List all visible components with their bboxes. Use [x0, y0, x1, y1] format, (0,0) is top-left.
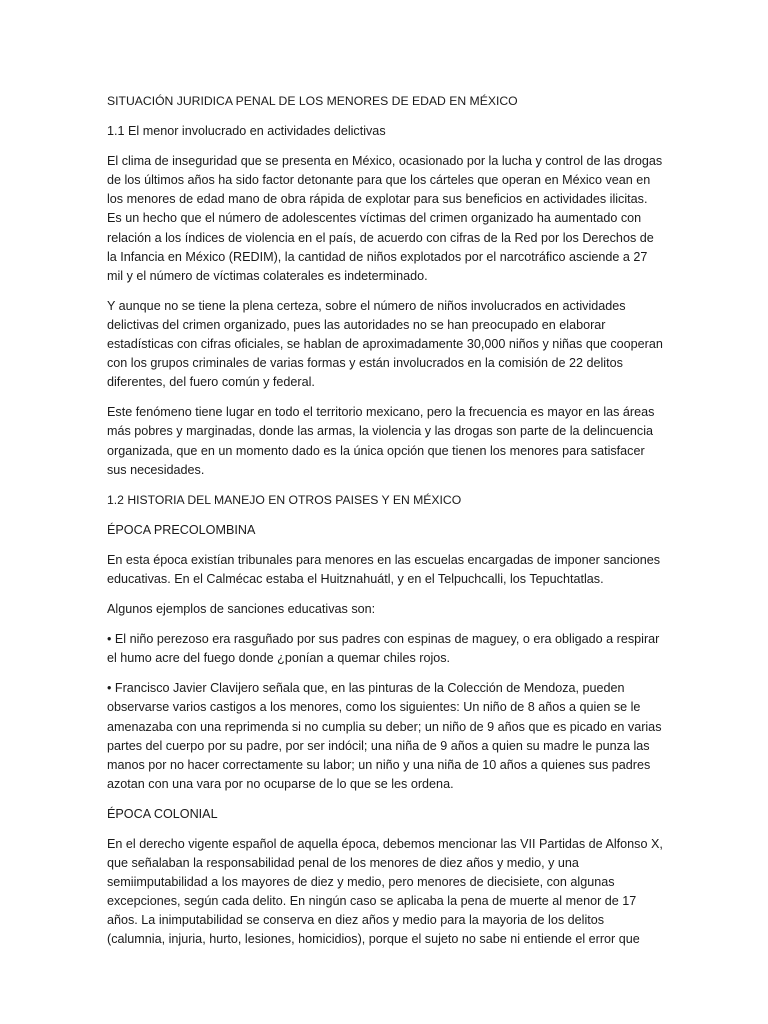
- document-body: [107, 92, 663, 961]
- section-heading-1-2: 1.2 HISTORIA DEL MANEJO EN OTROS PAISES Y EN MÉXICO: [107, 492, 462, 507]
- bullet-item: • Francisco Javier Clavijero señala que, en las pinturas de la Colección de Mendoza, pueden observarse varios castigos a los menores, como los siguientes: Un niño de 8 años a quien se le amenazaba con una reprimenda si no cumplia su deber; un niño de 9 años que es picado en varias partes del cuerpo por su padre, por ser indócil; una niña de 9 años a quien su madre le punza las manos por no hacer correctamente su labor; un niño y una niña de 10 años a quienes sus padres azotan con una vara por no ocuparse de lo que se les ordena.: [107, 681, 662, 791]
- paragraph: Y aunque no se tiene la plena certeza, sobre el número de niños involucrados en actividades delictivas del crimen organizado, pues las autoridades no se han preocupado en elaborar estadísticas con cifras oficiales, se hablan de aproximadamente 30,000 niños y niñas que cooperan con los grupos criminales de varias formas y están involucrados en la comisión de 22 delitos diferentes, del fuero común y federal.: [107, 298, 663, 390]
- paragraph: En el derecho vigente español de aquella época, debemos mencionar las VII Partidas de Alfonso X, que señalaban la responsabilidad penal de los menores de diez años y medio, y una semiimputabilidad a los mayores de diez y medio, pero menores de diecisiete, con algunas excepciones, según cada delito. En ningún caso se aplicaba la pena de muerte al menor de 17 años. La inimputabilidad se conserva en diez años y medio para la mayoria de los delitos (calumnia, injuria, hurto, lesiones, homicidios), porque el sujeto no sabe ni entiende el error que: [107, 837, 663, 947]
- bullet-item: • El niño perezoso era rasguñado por sus padres con espinas de maguey, o era obligado a respirar el humo acre del fuego donde ¿ponían a quemar chiles rojos.: [107, 632, 660, 666]
- paragraph: En esta época existían tribunales para menores en las escuelas encargadas de imponer sanciones educativas. En el Calmécac estaba el Huitznahuátl, y en el Telpuchcalli, los Tepuchtatlas.: [107, 552, 661, 586]
- section-heading-1-1: 1.1 El menor involucrado en actividades delictivas: [107, 124, 386, 139]
- paragraph: Algunos ejemplos de sanciones educativas son:: [107, 602, 376, 617]
- paragraph: El clima de inseguridad que se presenta en México, ocasionado por la lucha y control de las drogas de los últimos años ha sido factor detonante para que los cárteles que operan en México vean en los menores de edad mano de obra rápida de explotar para sus beneficios en actividades ilicitas. Es un hecho que el número de adolescentes víctimas del crimen organizado ha aumentado con relación a los índices de violencia en el país, de acuerdo con cifras de la Red por los Derechos de la Infancia en México (REDIM), la cantidad de niños explotados por el narcotráfico asciende a 27 mil y el número de víctimas colaterales es indeterminado.: [107, 154, 663, 283]
- subheading-epoca-colonial: ÉPOCA COLONIAL: [107, 806, 218, 821]
- paragraph: Este fenómeno tiene lugar en todo el territorio mexicano, pero la frecuencia es mayor en las áreas más pobres y marginadas, donde las armas, la violencia y las drogas son parte de la delincuencia organizada, que en un momento dado es la única opción que tienen los menores para satisfacer sus necesidades.: [107, 405, 655, 477]
- document-title: SITUACIÓN JURIDICA PENAL DE LOS MENORES DE EDAD EN MÉXICO: [107, 94, 518, 108]
- subheading-epoca-precolombina: ÉPOCA PRECOLOMBINA: [107, 522, 256, 537]
